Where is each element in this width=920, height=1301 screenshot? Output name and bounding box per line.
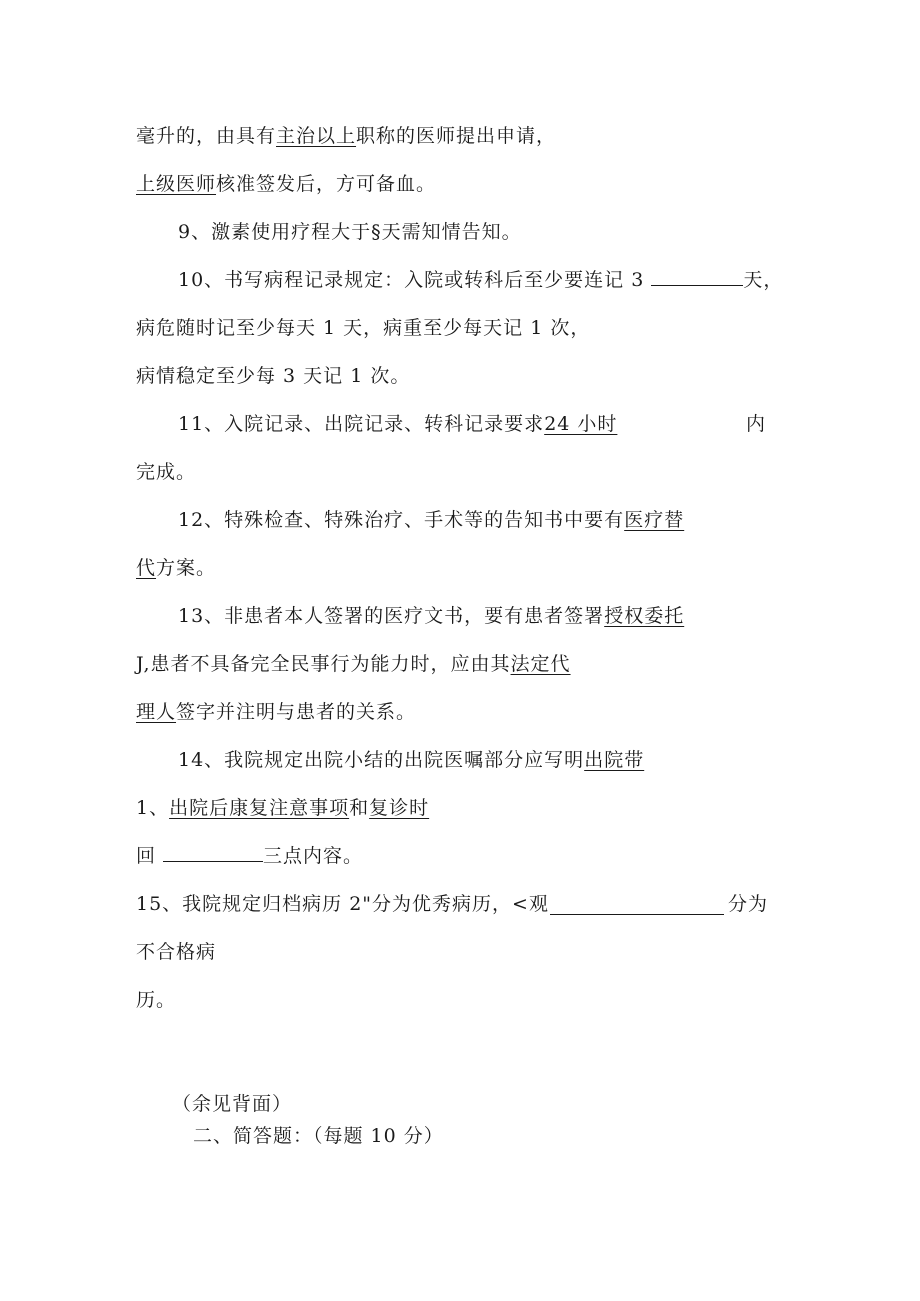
underlined-answer: 主治以上 xyxy=(276,125,357,147)
text: 历。 xyxy=(136,989,177,1011)
text-line-5 xyxy=(136,316,590,340)
text: 10、书写病程记录规定：入院或转科后至少要连记 3 xyxy=(178,269,652,291)
text-line-13 xyxy=(136,700,416,724)
text-line-6 xyxy=(136,364,410,388)
underlined-answer: 出院后康复注意事项 xyxy=(169,797,350,819)
text: （余见背面） xyxy=(172,1093,293,1115)
text: 内 xyxy=(746,413,767,435)
underlined-answer: 法定代 xyxy=(510,653,571,675)
text: 完成。 xyxy=(136,461,197,483)
text-line-4 xyxy=(178,268,783,292)
text: 14、我院规定出院小结的出院医嘱部分应写明 xyxy=(178,749,585,771)
text: 毫升的，由具有 xyxy=(136,125,277,147)
underlined-answer: 理人 xyxy=(136,701,177,723)
text: 方案。 xyxy=(156,557,217,579)
fill-blank xyxy=(651,269,743,286)
text-line-1 xyxy=(136,124,556,148)
text: 不合格病 xyxy=(136,941,217,963)
text-line-7 xyxy=(178,412,617,436)
underlined-answer: 代 xyxy=(136,557,157,579)
text: 13、非患者本人签署的医疗文书，要有患者签署 xyxy=(178,605,605,627)
text-line-17-end xyxy=(728,892,768,916)
section-heading xyxy=(193,1124,444,1148)
underlined-answer: 上级医师 xyxy=(136,173,217,195)
text-line-15 xyxy=(136,796,429,820)
text: 病情稳定至少每 3 天记 1 次。 xyxy=(136,365,411,387)
text-line-16 xyxy=(136,844,363,868)
text: 15、我院规定归档病历 2"分为优秀病历，<观 xyxy=(136,893,549,915)
underlined-answer: 24 小时 xyxy=(544,413,618,435)
underlined-answer: 复诊时 xyxy=(369,797,430,819)
text: 签字并注明与患者的关系。 xyxy=(176,701,417,723)
text-line-17 xyxy=(136,892,549,916)
underlined-answer: 出院带 xyxy=(584,749,645,771)
text-line-12 xyxy=(136,652,571,676)
text: 核准签发后，方可备血。 xyxy=(216,173,437,195)
text: 二、简答题：（每题 10 分） xyxy=(193,1125,444,1147)
text-line-3 xyxy=(178,220,522,244)
fill-blank xyxy=(550,898,724,915)
text: 职称的医师提出申请， xyxy=(356,125,557,147)
text: 天， xyxy=(743,269,784,291)
text: 病危随时记至少每天 1 天，病重至少每天记 1 次， xyxy=(136,317,591,339)
text: 12、特殊检查、特殊治疗、手术等的告知书中要有 xyxy=(178,509,625,531)
text: 分为 xyxy=(728,893,769,915)
text-line-11 xyxy=(178,604,684,628)
text: 三点内容。 xyxy=(263,845,364,867)
fill-blank xyxy=(163,845,263,862)
text-line-9 xyxy=(178,508,684,532)
text-line-7-end xyxy=(746,412,766,436)
text: 9、激素使用疗程大于§天需知情告知。 xyxy=(178,221,522,243)
underlined-answer: 授权委托 xyxy=(604,605,685,627)
text: 回 xyxy=(136,845,164,867)
text-line-8 xyxy=(136,460,196,484)
text-line-19 xyxy=(136,988,176,1012)
underlined-answer: 医疗替 xyxy=(624,509,685,531)
text: 和 xyxy=(349,797,370,819)
text-line-2 xyxy=(136,172,436,196)
text: 1、 xyxy=(136,797,170,819)
text-line-14 xyxy=(178,748,644,772)
continued-note xyxy=(172,1092,292,1116)
text: 11、入院记录、出院记录、转科记录要求 xyxy=(178,413,545,435)
text-line-18 xyxy=(136,940,216,964)
text-line-10 xyxy=(136,556,216,580)
text: J,患者不具备完全民事行为能力时，应由其 xyxy=(136,653,511,675)
